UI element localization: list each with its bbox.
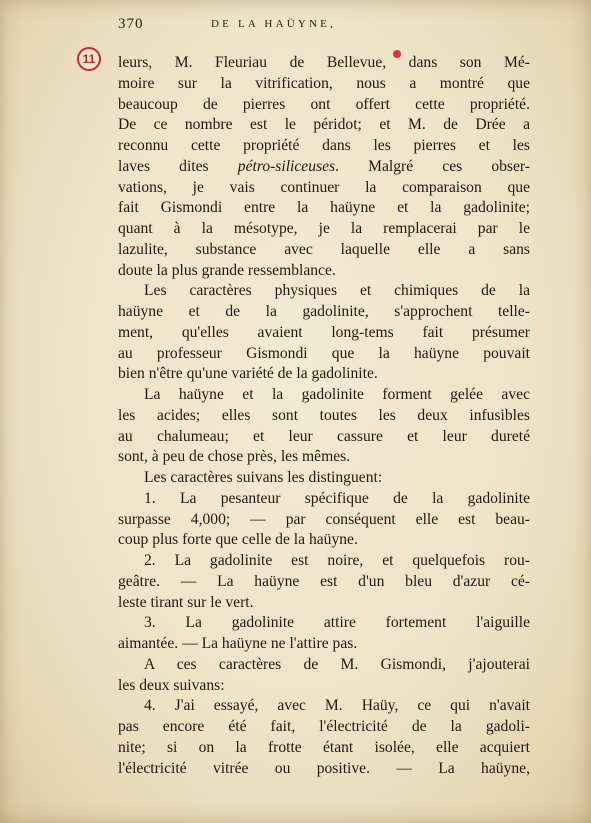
text-line: 1. La pesanteur spécifique de la gadolinite — [144, 489, 530, 507]
text-segment: laves dites — [118, 157, 238, 175]
text-line: pas encore été fait, l'électricité de la gadoli- — [118, 718, 530, 735]
running-head: DE LA HAÜYNE, — [211, 18, 337, 30]
text-line: les acides; elles sont toutes les deux infusibles — [118, 406, 530, 424]
text-line: leurs, M. Fleuriau de Bellevue, dans son Mé- — [118, 54, 530, 71]
text-line: ment, qu'elles avaient long-tems fait présumer — [118, 323, 530, 341]
text-line: A ces caractères de M. Gismondi, j'ajouterai — [144, 655, 530, 673]
italic-term: pétro-siliceuses — [237, 157, 336, 175]
text-line: au chalumeau; et leur cassure et leur dureté — [118, 427, 530, 445]
text-line: moire sur la vitrification, nous a montré que — [118, 74, 530, 92]
text-line: doute la plus grande ressemblance. — [118, 261, 336, 279]
text-line: quant à la mésotype, je la remplacerai par le — [118, 220, 530, 237]
text-line: Les caractères physiques et chimiques de la — [144, 282, 530, 300]
text-line: 4. J'ai essayé, avec M. Haüy, ce qui n'avait — [144, 697, 530, 715]
text-segment: . Malgré ces obser- — [335, 157, 530, 175]
text-body — [118, 53, 530, 779]
text-line: lazulite, substance avec laquelle elle a sans — [118, 240, 530, 258]
text-line: au professeur Gismondi que la haüyne pouvait — [118, 344, 530, 362]
text-line: les deux suivans: — [118, 676, 225, 694]
text-line: De ce nombre est le péridot; et M. de Drée a — [118, 116, 530, 134]
text-line: fait Gismondi entre la haüyne et la gadolinite; — [118, 199, 530, 217]
text-line: sont, à peu de chose près, les mêmes. — [118, 448, 351, 466]
text-line: aimantée. — La haüyne ne l'attire pas. — [118, 635, 358, 652]
paragraph-number-marker: 11 — [77, 47, 101, 71]
text-line: nite; si on la frotte étant isolée, elle acquiert — [118, 738, 530, 756]
text-line: coup plus forte que celle de la haüyne. — [118, 531, 358, 549]
text-line: haüyne et de la gadolinite, s'approchent telle- — [118, 303, 530, 320]
text-line: surpasse 4,000; — par conséquent elle est beau- — [118, 510, 530, 528]
text-line: vations, je vais continuer la comparaison que — [118, 178, 530, 196]
text-line: leste tirant sur le vert. — [118, 593, 254, 611]
text-line: 3. La gadolinite attire fortement l'aiguille — [144, 614, 530, 632]
text-line: reconnu cette propriété dans les pierres et les — [118, 137, 530, 154]
text-line: geâtre. — La haüyne est d'un bleu d'azur cé- — [118, 572, 530, 590]
text-line — [118, 157, 530, 178]
text-line: bien n'être qu'une variété de la gadolinite. — [118, 365, 378, 383]
text-line: La haüyne et la gadolinite forment gelée avec — [144, 386, 530, 403]
text-line: l'électricité vitrée ou positive. — La haüyne, — [118, 759, 530, 777]
text-line: 2. La gadolinite est noire, et quelquefois rou- — [144, 552, 530, 569]
text-line: Les caractères suivans les distinguent: — [144, 469, 383, 486]
text-line: beaucoup de pierres ont offert cette propriété. — [118, 95, 530, 113]
page-header — [118, 16, 528, 38]
page-number: 370 — [118, 16, 144, 32]
